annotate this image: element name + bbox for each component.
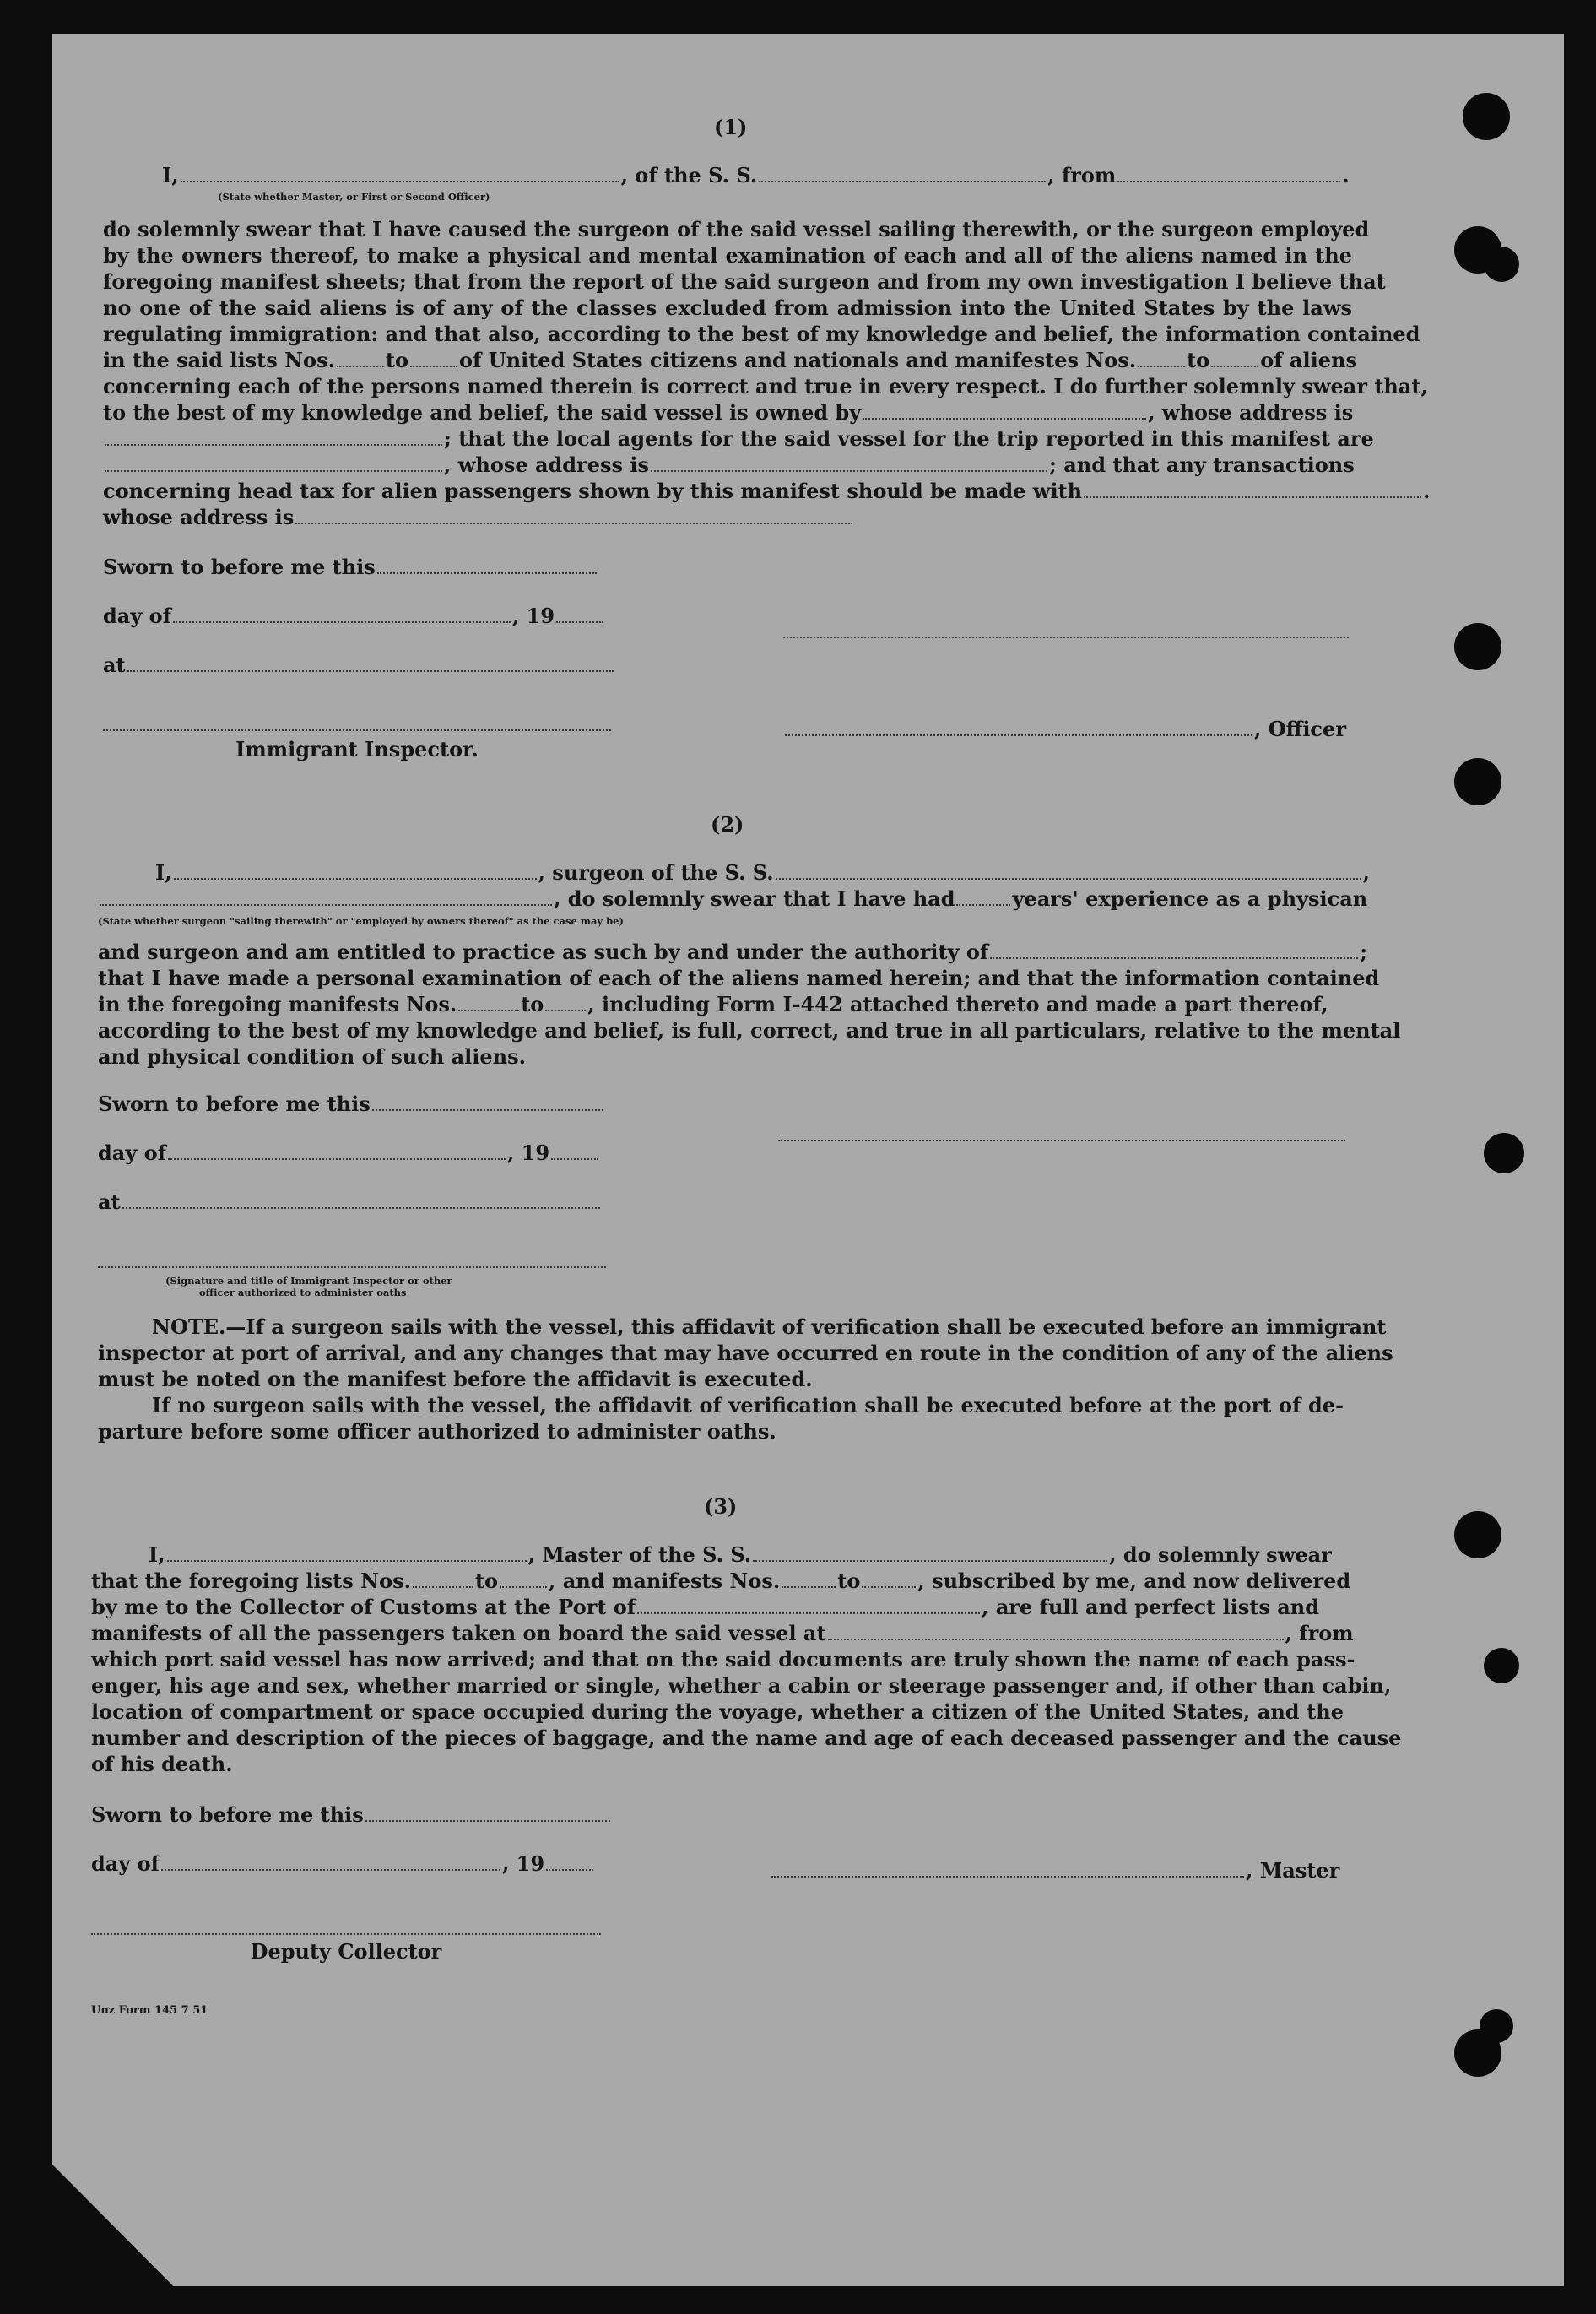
s2-line-1: I, , surgeon of the S. S. , xyxy=(155,860,1370,885)
deputy-collector-label: Deputy Collector xyxy=(250,1939,442,1964)
s1-place-field[interactable] xyxy=(127,670,614,672)
owner-field[interactable] xyxy=(863,418,1146,420)
s1-sworn-day-field[interactable] xyxy=(377,572,597,574)
s3-day-of: day of , 19 xyxy=(91,1851,595,1878)
s2-sworn-day-field[interactable] xyxy=(372,1109,603,1111)
s2-day-of: day of , 19 xyxy=(98,1140,600,1167)
s3-para-last: of his death. xyxy=(91,1752,233,1776)
owner-address-field[interactable] xyxy=(105,444,442,446)
s1-month-field[interactable] xyxy=(173,621,511,623)
surgeon-status-field[interactable] xyxy=(100,904,552,906)
immigrant-inspector-label: Immigrant Inspector. xyxy=(235,737,479,761)
manifests-to-field[interactable] xyxy=(1211,366,1258,367)
s3-sworn: Sworn to before me this xyxy=(91,1802,612,1829)
binder-hole xyxy=(1454,758,1501,805)
form-id: Unz Form 145 7 51 xyxy=(91,2004,208,2017)
master-name-field[interactable] xyxy=(167,1560,527,1562)
s1-para-line: foregoing manifest sheets; that from the report of the said surgeon and from my own investigation I believe that xyxy=(103,269,1386,294)
s3-sworn-day-field[interactable] xyxy=(365,1820,610,1822)
section-3-number: (3) xyxy=(704,1494,738,1519)
s3-manifests-to-field[interactable] xyxy=(862,1586,916,1588)
s1-officer-line: , Officer xyxy=(783,716,1346,743)
agents-address-field[interactable] xyxy=(651,470,1047,472)
s2-line-4: that I have made a personal examination of each of the aliens named herein; and that the information contained xyxy=(98,966,1380,990)
s2-inspector-line[interactable] xyxy=(98,1266,606,1268)
s3-para-line: enger, his age and sex, whether married or single, whether a cabin or steerage passenger and, if other than cabin, xyxy=(91,1673,1392,1698)
s1-sworn: Sworn to before me this xyxy=(103,554,598,581)
customs-port-field[interactable] xyxy=(637,1612,980,1614)
s3-master-line: , Master xyxy=(770,1857,1339,1884)
s1-officer-signature-field[interactable] xyxy=(785,734,1252,736)
years-experience-field[interactable] xyxy=(956,904,1010,906)
local-agents-field[interactable] xyxy=(105,470,442,472)
officer-hint: (State whether Master, or First or Second Officer) xyxy=(218,191,490,203)
note-line: must be noted on the manifest before the affidavit is executed. xyxy=(98,1367,813,1391)
s2-manifests-to-field[interactable] xyxy=(545,1010,586,1011)
signature-hint-1: (Signature and title of Immigrant Inspector or other xyxy=(165,1275,452,1287)
note-line: parture before some officer authorized to administer oaths. xyxy=(98,1419,776,1444)
s1-para-line: do solemnly swear that I have caused the surgeon of the said vessel sailing therewith, or the surgeon employed xyxy=(103,217,1370,241)
s1-line-10: , whose address is ; and that any transactions xyxy=(103,452,1355,479)
s2-month-field[interactable] xyxy=(168,1158,506,1160)
s2-place-field[interactable] xyxy=(122,1207,600,1209)
practice-authority-field[interactable] xyxy=(990,957,1358,959)
s3-line-3: by me to the Collector of Customs at the Port of , are full and perfect lists and xyxy=(91,1595,1319,1619)
s1-line-8: to the best of my knowledge and belief, the said vessel is owned by , whose address is xyxy=(103,400,1354,425)
s3-collector-line[interactable] xyxy=(91,1933,601,1935)
binder-hole xyxy=(1463,93,1510,140)
s3-lists-from-field[interactable] xyxy=(413,1586,473,1588)
s2-manifests-from-field[interactable] xyxy=(458,1010,519,1011)
section-1-number: (1) xyxy=(714,115,748,139)
lists-to-field[interactable] xyxy=(410,366,457,367)
s2-line-3: and surgeon and am entitled to practice as such by and under the authority of ; xyxy=(98,940,1368,964)
s3-manifests-from-field[interactable] xyxy=(782,1586,836,1588)
s2-line-5: in the foregoing manifests Nos. to , including Form I-442 attached thereto and made a part thereof, xyxy=(98,992,1328,1016)
surgeon-name-field[interactable] xyxy=(174,878,537,880)
s1-inspector-line[interactable] xyxy=(103,729,611,731)
s2-sworn: Sworn to before me this xyxy=(98,1091,605,1118)
s1-line-1: I, , of the S. S. , from . xyxy=(162,163,1350,187)
s2-line-2: , do solemnly swear that I have had years' experience as a physican xyxy=(98,886,1367,913)
s3-para-line: number and description of the pieces of baggage, and the name and age of each deceased passenger and the cause xyxy=(91,1726,1402,1750)
s3-line-4: manifests of all the passengers taken on board the said vessel at , from xyxy=(91,1621,1354,1645)
s2-line-7: and physical condition of such aliens. xyxy=(98,1044,526,1069)
s2-ship-field[interactable] xyxy=(776,878,1361,880)
manifests-from-field[interactable] xyxy=(1138,366,1185,367)
binder-hole xyxy=(1484,1648,1519,1683)
binder-hole xyxy=(1480,2009,1513,2043)
s3-line-1: I, , Master of the S. S. , do solemnly swear xyxy=(149,1542,1332,1567)
s3-year-field[interactable] xyxy=(546,1869,593,1871)
ship-name-field[interactable] xyxy=(759,181,1046,182)
s1-para-line: no one of the said aliens is of any of the classes excluded from admission into the United States by the laws xyxy=(103,295,1352,320)
head-tax-contact-field[interactable] xyxy=(1084,496,1421,498)
s2-year-field[interactable] xyxy=(551,1158,598,1160)
s1-at: at xyxy=(103,652,615,679)
officer-name-field[interactable] xyxy=(181,181,619,182)
binder-hole xyxy=(1454,1511,1501,1558)
s1-para-line: by the owners thereof, to make a physical and mental examination of each and all of the aliens named in the xyxy=(103,243,1352,268)
section-2-number: (2) xyxy=(711,812,744,837)
s1-day-of: day of , 19 xyxy=(103,603,605,630)
s1-para-line: regulating immigration: and that also, according to the best of my knowledge and belief, the information contained xyxy=(103,322,1420,346)
s3-line-2: that the foregoing lists Nos. to , and manifests Nos. to , subscribed by me, and now delivered xyxy=(91,1569,1351,1593)
embark-port-field[interactable] xyxy=(828,1639,1284,1640)
signature-hint-2: officer authorized to administer oaths xyxy=(199,1287,407,1298)
s3-lists-to-field[interactable] xyxy=(500,1586,547,1588)
s2-line-6: according to the best of my knowledge and belief, is full, correct, and true in all particulars, relative to the mental xyxy=(98,1018,1401,1043)
note-line: inspector at port of arrival, and any changes that may have occurred en route in the condition of any of the aliens xyxy=(98,1341,1393,1365)
s1-line-6: in the said lists Nos. to of United States citizens and nationals and manifestes Nos. to of aliens xyxy=(103,348,1357,372)
s3-para-line: location of compartment or space occupied during the voyage, whether a citizen of the United States, and the xyxy=(91,1699,1344,1724)
s1-line-9: ; that the local agents for the said vessel for the trip reported in this manifest are xyxy=(103,425,1374,453)
s1-line-7: concerning each of the persons named therein is correct and true in every respect. I do further solemnly swear that, xyxy=(103,374,1428,398)
s1-line-11: concerning head tax for alien passengers shown by this manifest should be made with . xyxy=(103,479,1431,503)
lists-from-field[interactable] xyxy=(337,366,384,367)
binder-hole xyxy=(1454,623,1501,670)
s1-line-12: whose address is xyxy=(103,504,854,531)
master-signature-field[interactable] xyxy=(771,1876,1244,1878)
s1-signature-line[interactable] xyxy=(783,637,1349,638)
binder-hole xyxy=(1484,1133,1524,1173)
s2-at: at xyxy=(98,1189,602,1216)
s1-year-field[interactable] xyxy=(556,621,603,623)
s3-ship-field[interactable] xyxy=(753,1560,1107,1562)
surgeon-hint: (State whether surgeon "sailing therewith" or "employed by owners thereof" as the case may be) xyxy=(98,915,624,927)
binder-hole xyxy=(1484,247,1519,282)
note-line: If no surgeon sails with the vessel, the affidavit of verification shall be executed before at the port of de- xyxy=(152,1393,1344,1417)
s3-para-line: which port said vessel has now arrived; and that on the said documents are truly shown the name of each pass- xyxy=(91,1647,1355,1672)
s2-signature-line[interactable] xyxy=(778,1140,1345,1141)
s3-month-field[interactable] xyxy=(161,1869,500,1871)
note-line: NOTE.—If a surgeon sails with the vessel, this affidavit of verification shall be executed before an immigrant xyxy=(152,1314,1387,1339)
departure-port-field[interactable] xyxy=(1117,181,1340,182)
head-tax-address-field[interactable] xyxy=(295,523,852,524)
